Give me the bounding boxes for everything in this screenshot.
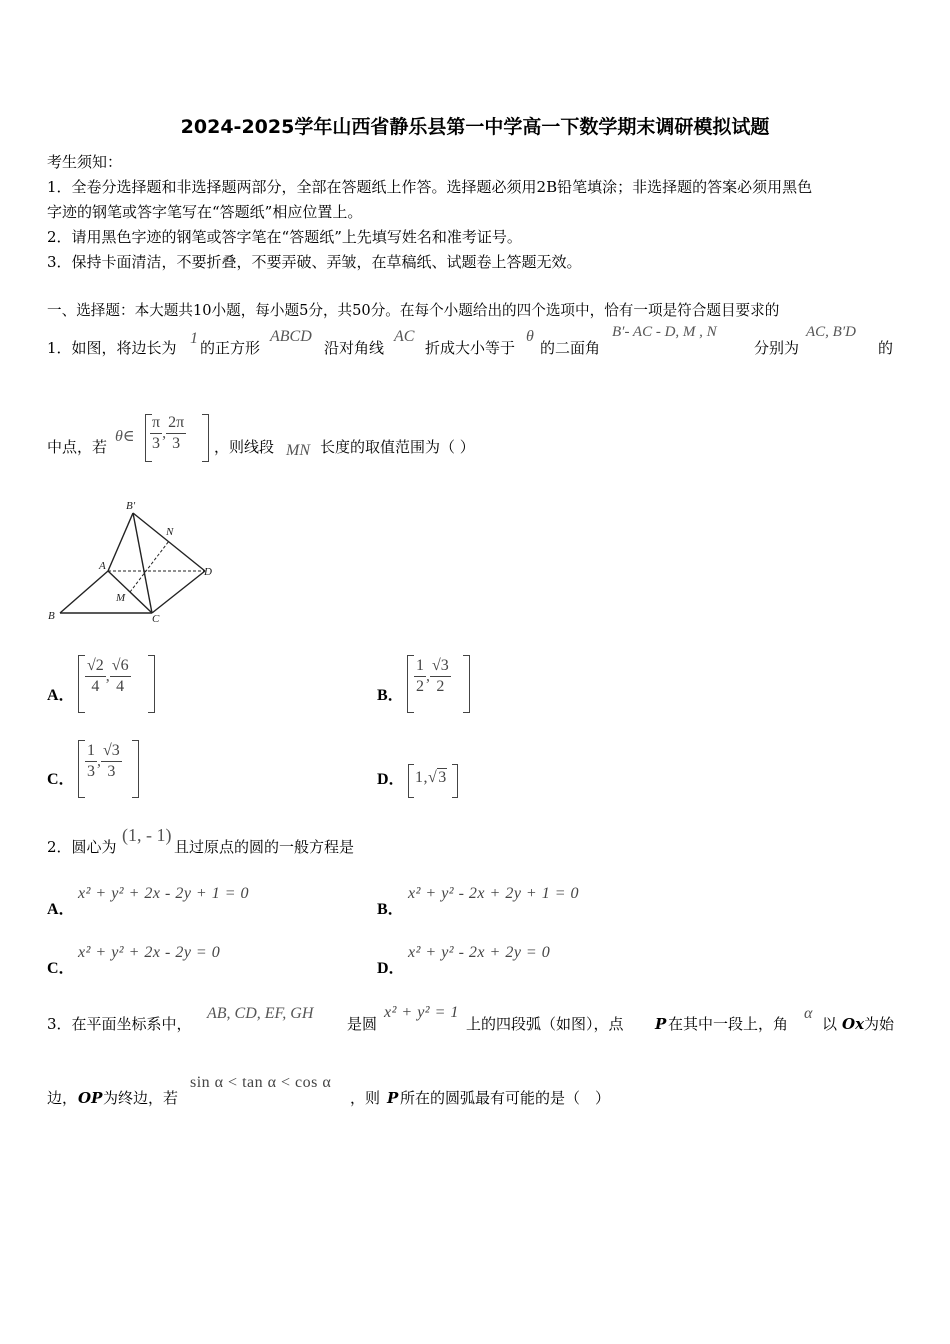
q1-option-b-frac-1: $\frac{1}{2}$ [416,657,424,695]
q1-option-d-left: 1, [415,769,428,786]
q1-option-a-label[interactable]: A． [47,687,75,704]
q1-option-b-bracket-left [407,655,414,713]
q1-option-a-bracket-right [148,655,155,713]
notice-item-2: 2．请用黑色字迹的钢笔或答字笔在“答题纸”上先填写姓名和准考证号。 [47,228,522,246]
q1-fraction-2: $\frac{2\pi}{3}$ [168,414,185,452]
q3-math-alpha: α [804,1005,813,1022]
q2-option-b-label[interactable]: B． [377,901,404,918]
q1-option-a-value[interactable] [85,656,131,697]
q1-option-b-comma: , [426,667,430,685]
figure-label-a: A [99,560,106,572]
q1-option-b-bracket-right [463,655,470,713]
q1-figure [40,495,230,630]
q3-op: OP [78,1089,103,1107]
q3-text-1: 3．在平面坐标系中， [47,1015,192,1033]
q1-option-c-frac-2: $\frac{√3}{3}$ [103,742,120,780]
q1-option-d-bracket-right [452,764,458,798]
q2-option-d-label[interactable]: D． [377,960,405,977]
q1-option-d-right: 3 [438,769,447,786]
notice-item-3: 3．保持卡面清洁，不要折叠，不要弄破、弄皱，在草稿纸、试题卷上答题无效。 [47,253,582,271]
notice-item-1-line-2: 字迹的钢笔或答字笔写在“答题纸”相应位置上。 [47,203,363,221]
q1-text-8: 中点，若 [47,438,108,456]
q1-text-5: 的二面角 [540,339,601,357]
q1-option-a-frac-1: $\frac{√2}{4}$ [87,657,104,695]
figure-label-b: B [48,610,55,622]
q3-math-circle: x² + y² = 1 [384,1004,459,1021]
q1-math-side: 1 [190,330,198,347]
notice-heading: 考生须知： [47,153,123,171]
q1-option-d-label[interactable]: D． [377,771,405,788]
q1-option-b-value[interactable] [414,656,451,697]
q1-option-c-bracket-right [132,740,139,798]
q1-text-4: 折成大小等于 [425,339,516,357]
q1-text-1: 1．如图，将边长为 [47,339,177,357]
q2-option-a-label[interactable]: A． [47,901,75,918]
section-heading: 一、选择题：本大题共10小题，每小题5分，共50分。在每个小题给出的四个选项中，恰有一项是符合题目要求的 [47,302,780,319]
q1-math-mn: MN [286,442,310,459]
q1-math-theta: θ [526,328,534,345]
q3-text-10: 所在的圆弧最有可能的是（ ） [400,1089,611,1107]
q1-option-c-comma: , [97,752,101,770]
q2-text-2: 且过原点的圆的一般方程是 [174,838,355,856]
q3-text-6: 为始 [864,1015,895,1033]
q3-text-5: 以 [822,1015,838,1033]
q3-text-7: 边， [47,1089,78,1107]
q3-text-8: 为终边，若 [103,1089,179,1107]
q3-math-inequality: sin α < tan α < cos α [190,1074,332,1091]
q2-option-d-expr[interactable]: x² + y² - 2x + 2y = 0 [408,944,551,961]
q1-text-6: 分别为 [754,339,800,357]
q1-math-midpoints: AC, B′D [806,324,856,340]
q1-text-7: 的 [878,339,894,357]
q3-text-9: ，则 [350,1089,381,1107]
q2-option-c-expr[interactable]: x² + y² + 2x - 2y = 0 [78,944,221,961]
q1-option-d-value[interactable]: 1,√3 [415,769,447,786]
q3-text-4: 在其中一段上，角 [668,1015,789,1033]
q2-math-center: (1, - 1) [122,825,172,845]
q2-text-1: 2．圆心为 [47,838,117,856]
q1-math-dihedral: B′- AC - D, M , N [612,324,717,340]
q1-interval: $\frac{\pi}{3}$ , $\frac{2\pi}{3}$ [152,414,185,452]
q1-fraction-1: $\frac{\pi}{3}$ [152,414,161,452]
notice-item-1-line-1: 1．全卷分选择题和非选择题两部分，全部在答题纸上作答。选择题必须用2B铅笔填涂；非选择题的答案必须用黑色 [47,178,813,196]
q1-text-9: ，则线段 [214,438,275,456]
page-title: 2024-2025学年山西省静乐县第一中学高一下数学期末调研模拟试题 [180,116,770,138]
q2-option-a-expr[interactable]: x² + y² + 2x - 2y + 1 = 0 [78,885,250,902]
q1-option-c-value[interactable] [85,741,122,782]
q3-ox: Ox [842,1015,865,1033]
figure-label-bprime: B′ [126,500,136,512]
q1-bracket-right [202,414,209,462]
q1-option-d-bracket-left [408,764,414,798]
q3-point-p: P [655,1015,667,1033]
figure-label-c: C [152,613,160,625]
figure-label-m: M [116,592,126,604]
q1-text-2: 的正方形 [200,339,261,357]
q3-text-2: 是圆 [347,1015,378,1033]
q2-option-c-label[interactable]: C． [47,960,75,977]
q2-option-b-expr[interactable]: x² + y² - 2x + 2y + 1 = 0 [408,885,580,902]
q1-option-b-frac-2: $\frac{√3}{2}$ [432,657,449,695]
q1-option-b-label[interactable]: B． [377,687,404,704]
q1-option-c-label[interactable]: C． [47,771,75,788]
q1-math-square: ABCD [270,328,312,345]
q3-math-arcs: AB, CD, EF, GH [207,1005,314,1022]
q1-option-c-bracket-left [78,740,85,798]
q1-option-c-frac-1: $\frac{1}{3}$ [87,742,95,780]
q1-text-3: 沿对角线 [324,339,385,357]
q3-point-p-2: P [387,1089,399,1107]
q1-option-a-bracket-left [78,655,85,713]
q1-text-10: 长度的取值范围为（ ） [320,438,475,456]
q1-math-theta-in: θ∈ [115,428,135,445]
figure-label-n: N [166,526,174,538]
q3-text-3: 上的四段弧（如图），点 [466,1015,624,1033]
q1-option-a-comma: , [105,667,110,685]
q1-math-diagonal: AC [394,328,415,345]
q1-option-a-frac-2: $\frac{√6}{4}$ [111,657,129,695]
figure-label-d: D [204,566,212,578]
